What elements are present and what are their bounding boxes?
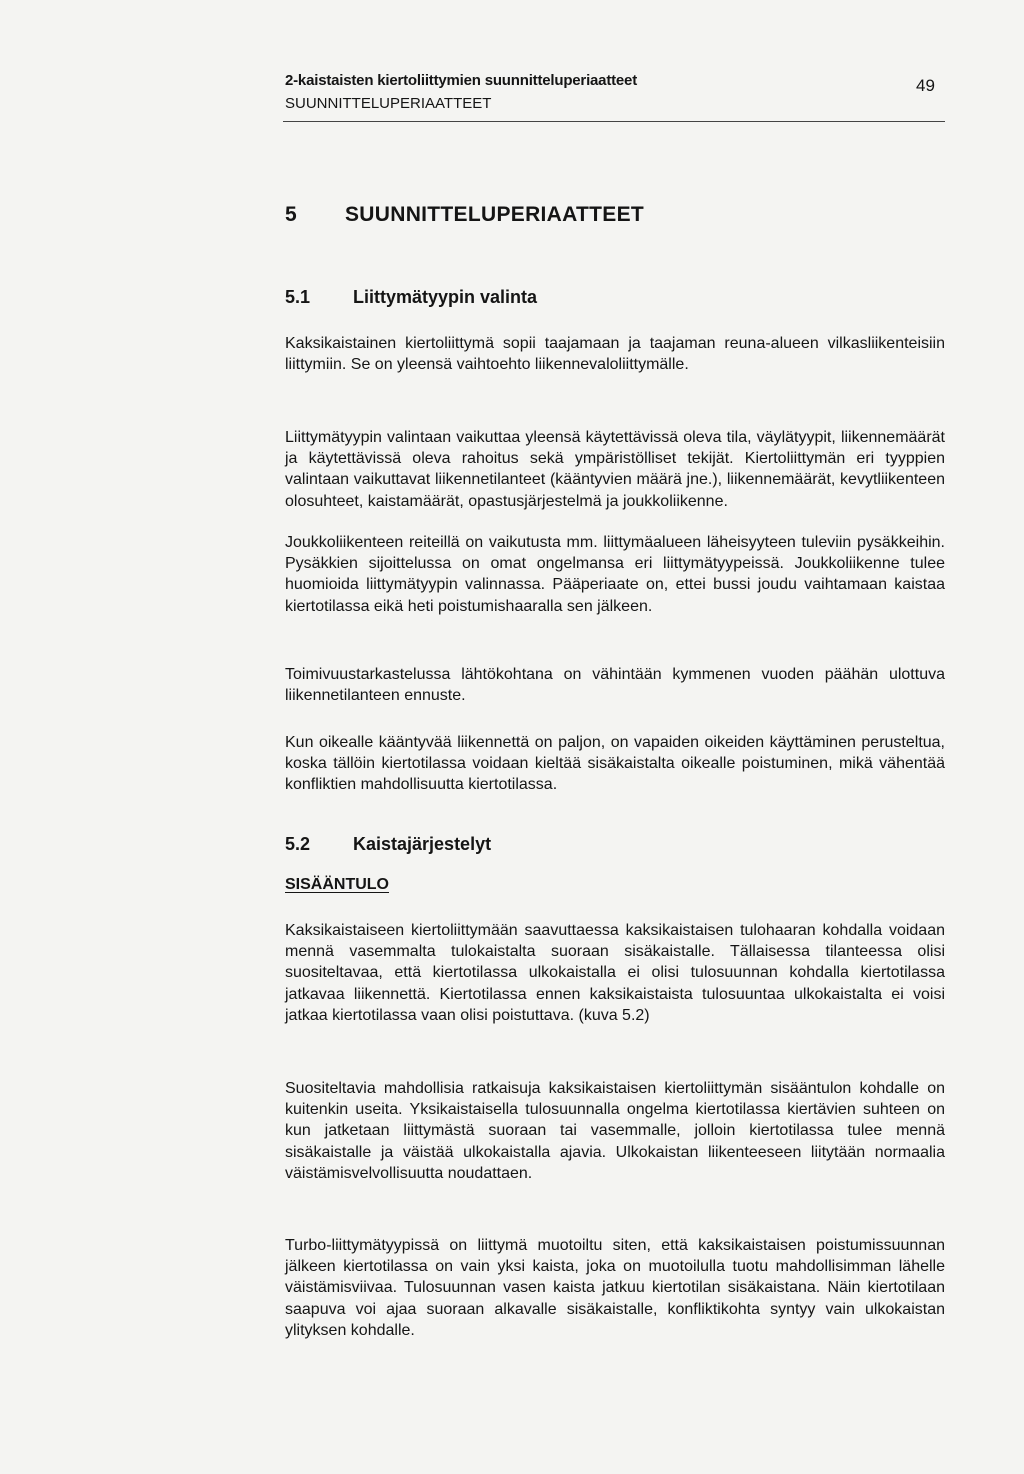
- paragraph: Kaksikaistaiseen kiertoliittymään saavuttaessa kaksikaistaisen tulohaaran kohdalla voidaan mennä vasemmalta tulokaistalta suoraan sisäkaistalle. Tällaisessa tilanteessa olisi suositeltavaa, että kiertotilassa ulkokaistalla ei olisi tulosuunnan kohdalla kiertotilassa jatkavaa liikennettä. Kiertotilassa ennen kaksikaistaista tulosuuntaa ulkokaistalta ei voisi jatkaa kiertotilassa vaan olisi poistuttava. (kuva 5.2): [285, 922, 945, 1024]
- paragraph: Liittymätyypin valintaan vaikuttaa yleensä käytettävissä oleva tila, väylätyypit, liikennemäärät ja käytettävissä oleva rahoitus sekä ympäristölliset tekijät. Kiertoliittymän eri tyyppien valintaan vaikuttavat liikennetilanteet (kääntyvien määrä jne.), liikennemäärät, kevytliikenteen olosuhteet, kaistamäärät, opastusjärjestelmä ja joukkoliikenne.: [285, 429, 945, 510]
- section-number: 5.1: [285, 287, 311, 307]
- paragraph: Joukkoliikenteen reiteillä on vaikutusta mm. liittymäalueen läheisyyteen tuleviin pysäkkeihin. Pysäkkien sijoittelussa on omat ongelmansa eri liittymätyypeissä. Joukkoliikenne tulee huomioida liittymätyypin valinnassa. Pääperiaate on, ettei bussi joudu vaihtamaan kaistaa kiertotilassa eikä heti poistumishaaralla sen jälkeen.: [285, 534, 945, 615]
- subheading: SISÄÄNTULO: [285, 876, 389, 893]
- section-number: 5.2: [285, 834, 311, 854]
- paragraph: Kaksikaistainen kiertoliittymä sopii taajamaan ja taajaman reuna-alueen vilkasliikenteisiin liittymiin. Se on yleensä vaihtoehto liikennevaloliittymälle.: [285, 335, 945, 374]
- chapter-title: SUUNNITTELUPERIAATTEET: [345, 203, 645, 226]
- section-title: Liittymätyypin valinta: [353, 287, 538, 307]
- header-divider: [283, 121, 945, 122]
- paragraph: Kun oikealle kääntyvää liikennettä on paljon, on vapaiden oikeiden käyttäminen perusteltua, koska tällöin kiertotilassa voidaan kieltää sisäkaistalta oikealle poistuminen, mikä vähentää konfliktien mahdollisuutta kiertotilassa.: [285, 734, 945, 794]
- running-header-title: 2-kaistaisten kiertoliittymien suunnitteluperiaatteet: [285, 72, 637, 89]
- paragraph: Toimivuustarkastelussa lähtökohtana on vähintään kymmenen vuoden päähän ulottuva liikennetilanteen ennuste.: [285, 666, 945, 705]
- page-number: 49: [916, 76, 935, 95]
- paragraph: Turbo-liittymätyypissä on liittymä muotoiltu siten, että kaksikaistaisen poistumissuunnan jälkeen kiertotilassa on vain yksi kaista, joka on muotoilulla tuotu mahdollisimman lähelle väistämisviivaa. Tulosuunnan vasen kaista jatkuu kiertotilan sisäkaistana. Näin kiertotilaan saapuva voi ajaa suoraan alkavalle sisäkaistalle, konfliktikohta syntyy vain ulkokaistan ylityksen kohdalle.: [285, 1237, 945, 1339]
- paragraph: Suositeltavia mahdollisia ratkaisuja kaksikaistaisen kiertoliittymän sisääntulon kohdalle on kuitenkin useita. Yksikaistaisella tulosuunnalla ongelma kiertotilassa kiertävien suhteen on kun jatketaan liittymästä suoraan tai vasemmalle, jolloin kiertotilassa tulee mennä sisäkaistalle ja väistää ulkokaistalla ajavia. Ulkokaistan liikenteeseen liitytään normaalia väistämisvelvollisuutta noudattaen.: [285, 1080, 945, 1182]
- section-title: Kaistajärjestelyt: [353, 834, 492, 854]
- running-header-subtitle: SUUNNITTELUPERIAATTEET: [285, 95, 492, 112]
- chapter-number: 5: [285, 203, 297, 226]
